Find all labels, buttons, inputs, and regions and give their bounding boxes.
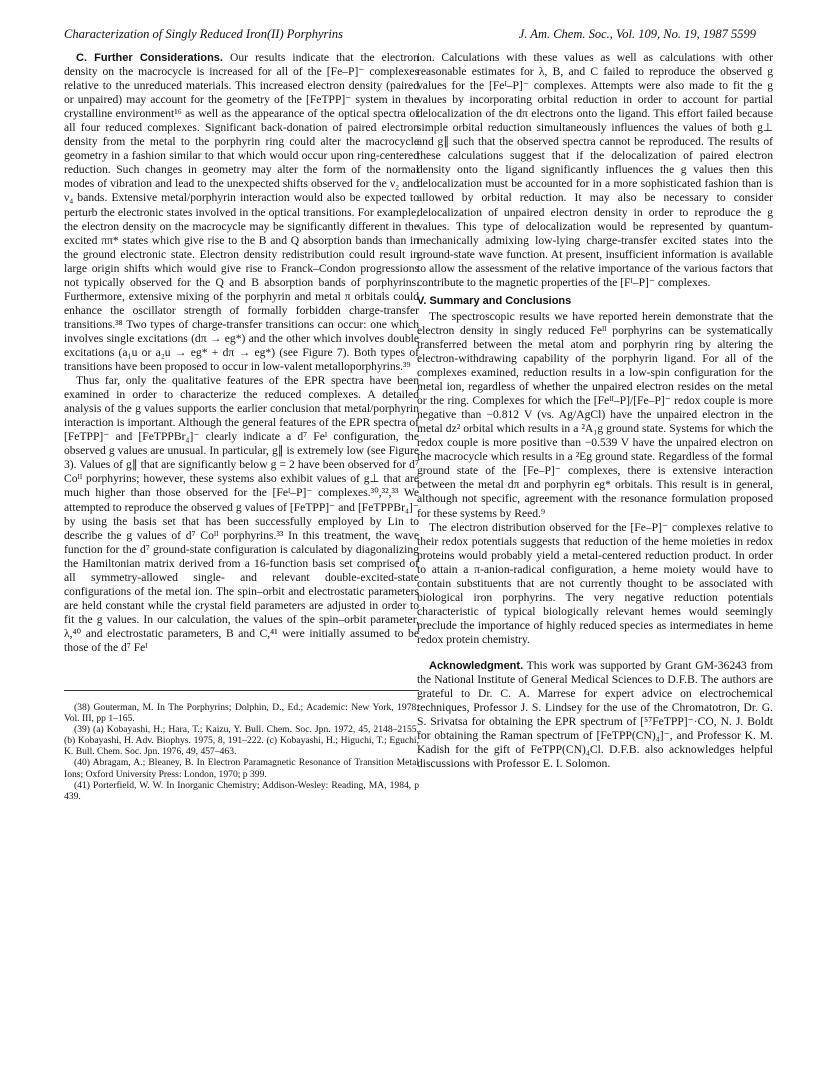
paragraph-electron-distribution: The electron distribution observed for the [Fe–P]⁻ complexes relative to their redox potentials suggests that reduction of the heme moieties in redox proteins would probably yield a metal-centered reduction product. In order to attain a π-anion-radical configuration, a heme moiety would have to contain substituents that are not currently thought to be associated with biological iron porphyrins. The very negative reduction potentials characteristic of typical biologically relevant hemes would seemingly preclude the importance of highly reduced species as intermediates in heme redox protein chemistry. — [417, 520, 773, 646]
footnote-38: (38) Gouterman, M. In The Porphyrins; Dolphin, D., Ed.; Academic: New York, 1978; Vol. III, pp 1–165. — [64, 702, 419, 725]
footnote-40: (40) Abragam, A.; Bleaney, B. In Electron Paramagnetic Resonance of Transition Metal Ions; Oxford University Press: London, 1970; p 399. — [64, 757, 419, 780]
acknowledgment-text: This work was supported by Grant GM-36243 from the National Institute of General Medical Sciences to D.F.B. The authors are grateful to Dr. C. A. Marrese for expert advice on electrochemical techniques, Professor J. S. Lindsey for the use of the Chromatotron, Dr. G. S. Srivatsa for obtaining the EPR spectrum of [⁵⁷FeTPP]⁻·CO, N. J. Boldt for obtaining the Raman spectrum of [FeTPP(CN)₄]⁻, and Professor K. M. Kadish for the gift of FeTPP(CN)₄Cl. D.F.B. also acknowledges helpful discussions with Professor E. I. Solomon. — [417, 658, 773, 771]
section-heading-summary: V. Summary and Conclusions — [417, 294, 572, 307]
paragraph-text: Our results indicate that the electron density on the macrocycle is increased for all of the [Fe–P]⁻ complexes relative to the unreduced materials. This increased electron density (paired or unpaired) may account for the geometry of the [FeTPP]⁻ system in the crystalline environment¹⁶ as well as the appearance of the optical spectra of all four reduced complexes. Significant back-donation of paired electron density from the metal to the porphyrin ring could alter the macrocycle geometry in a fashion similar to that which would occur upon ring-centered reduction. Such changes in geometry may alter the form of the normal modes of vibration and lead to the unexpected shifts observed for the ν₂ and ν₄ bands. Extensive metal/porphyrin interaction would also be expected to perturb the electronic states involved in the optical transitions. For example, the electron density on the macrocycle may be significantly different in the excited ππ* states which give rise to the B and Q absorption bands than in the ground electronic state. Electron density redistribution could result in large origin shifts which would give rise to Franck–Condon progressions not typically observed for the Q and B absorption bands of porphyrins. Furthermore, extensive mixing of the porphyrin and metal π orbitals could enhance the oscillator strength of formally forbidden charge-transfer transitions.³⁸ Two types of charge-transfer transitions can occur: one which involves single excitations (dπ → eg*) and the other which involves double excitations (a₁u or a₂u → eg* + dπ → eg*) (see Figure 7). Both types of transitions have been proposed to occur in low-valent metalloporphyrins.³⁹ — [64, 51, 419, 374]
footnote-39: (39) (a) Kobayashi, H.; Hara, T.; Kaizu, Y. Bull. Chem. Soc. Jpn. 1972, 45, 2148–2155. (b) Kobayashi, H. Adv. Biophys. 1975, 8, 191–222. (c) Kobayashi, H.; Higuchi, T.; Eguchi, K. Bull. Chem. Soc. Jpn. 1976, 49, 457–463. — [64, 724, 419, 758]
acknowledgment-heading: Acknowledgment. — [429, 659, 524, 672]
footnote-rule — [64, 690, 419, 691]
paragraph-acknowledgment — [417, 659, 773, 771]
running-head-journal: J. Am. Chem. Soc., Vol. 109, No. 19, 1987 5599 — [518, 27, 756, 41]
paragraph-continued: ion. Calculations with these values as well as calculations with other reasonable estimates for λ, B, and C failed to reproduce the observed g values for the [Feᴵ–P]⁻ complexes. Attempts were also made to fit the g values by incorporating orbital reduction in order to account for partial delocalization of the dπ electrons onto the ligand. This effort failed because simple orbital reduction simultaneously influences the values of both g⊥ and g∥ such that the observed spectra cannot be reproduced. The results of these calculations suggest that if the delocalization of paired electron density onto the ligand significantly influences the g values then this delocalization must be accounted for in a more sophisticated fashion than is allowed by orbital reduction. It may also be necessary to consider delocalization of unpaired electron density in order to reproduce the g values. This type of delocalization would be represented by quantum-mechanically admixing low-lying charge-transfer excited states into the ground-state wave function. At present, insufficient information is available to allow the assessment of the relative importance of the various factors that contribute to the magnetic properties of the [Fᴵ–P]⁻ complexes. — [417, 51, 773, 289]
paragraph-summary: The spectroscopic results we have reported herein demonstrate that the electron density in singly reduced Feᴵᴵ porphyrins can be systematically transferred between the metal atom and porphyrin ring by altering the electron-withdrawing capability of the porphyrin ligand. For all of the complexes examined, reduction results in a low-spin configuration for the metal ion, regardless of whether the unpaired electron resides on the metal or the ring. Complexes for which the [Feᴵᴵ–P]/[Fe–P]⁻ redox couple is more negative than −0.812 V (vs. Ag/AgCl) have the unpaired electron in the metal dz² orbital which results in a ²A₁g ground state. Systems for which the redox couple is more positive than −0.539 V have the unpaired electron on the macrocycle which results in a ²Eg ground state. Regardless of the formal ground state of the [Fe–P]⁻ complexes, there is extensive interaction between the metal dπ and porphyrin eg* orbitals. This result is in general, although not specific, agreement with the resonance formulation proposed for these systems by Reed.⁹ — [417, 309, 773, 520]
paragraph-epr-analysis: Thus far, only the qualitative features of the EPR spectra have been examined in order to characterize the reduced complexes. A detailed analysis of the g values supports the earlier conclusion that metal/porphyrin interaction is important. Although the general features of the EPR spectra of [FeTPP]⁻ and [FeTPPBr₄]⁻ clearly indicate a d⁷ Feᴵ configuration, the observed g values are unusual. In particular, g∥ is extremely low (see Figure 3). Values of g∥ that are significantly below g = 2 have been observed for d⁷ Coᴵᴵ porphyrins; however, these systems also exhibit values of g⊥ that are much higher than those observed for the [Feᴵ–P]⁻ complexes.³⁰,³²,³³ We attempted to reproduce the observed g values of [FeTPP]⁻ and [FeTPPBr₄]⁻ by using the basis set that has been successfully employed by Lin to describe the g values of d⁷ Coᴵᴵ porphyrins.³³ In this treatment, the wave function for the d⁷ ground-state configuration is calculated by diagonalizing the Hamiltonian matrix derived from a 16-function basis set comprised of all symmetry-allowed single- and relevant double-excited-state configurations of the metal ion. The spin–orbit and electrostatic parameters are held constant while the crystal field parameters are adjusted in order to fit the g values. In our calculation, the values of the spin–orbit parameter, λ,⁴⁰ and electrostatic parameters, B and C,⁴¹ were initially assumed to be those of the d⁷ Feᴵ — [64, 374, 419, 654]
footnotes — [64, 702, 419, 802]
running-head-title: Characterization of Singly Reduced Iron(II) Porphyrins — [64, 27, 344, 41]
right-column — [417, 51, 773, 771]
section-heading-c: C. Further Considerations. — [76, 52, 223, 64]
footnote-41: (41) Porterfield, W. W. In Inorganic Chemistry; Addison-Wesley: Reading, MA, 1984, p 439. — [64, 779, 419, 802]
left-column — [64, 51, 419, 655]
paragraph-further-considerations — [64, 51, 419, 374]
